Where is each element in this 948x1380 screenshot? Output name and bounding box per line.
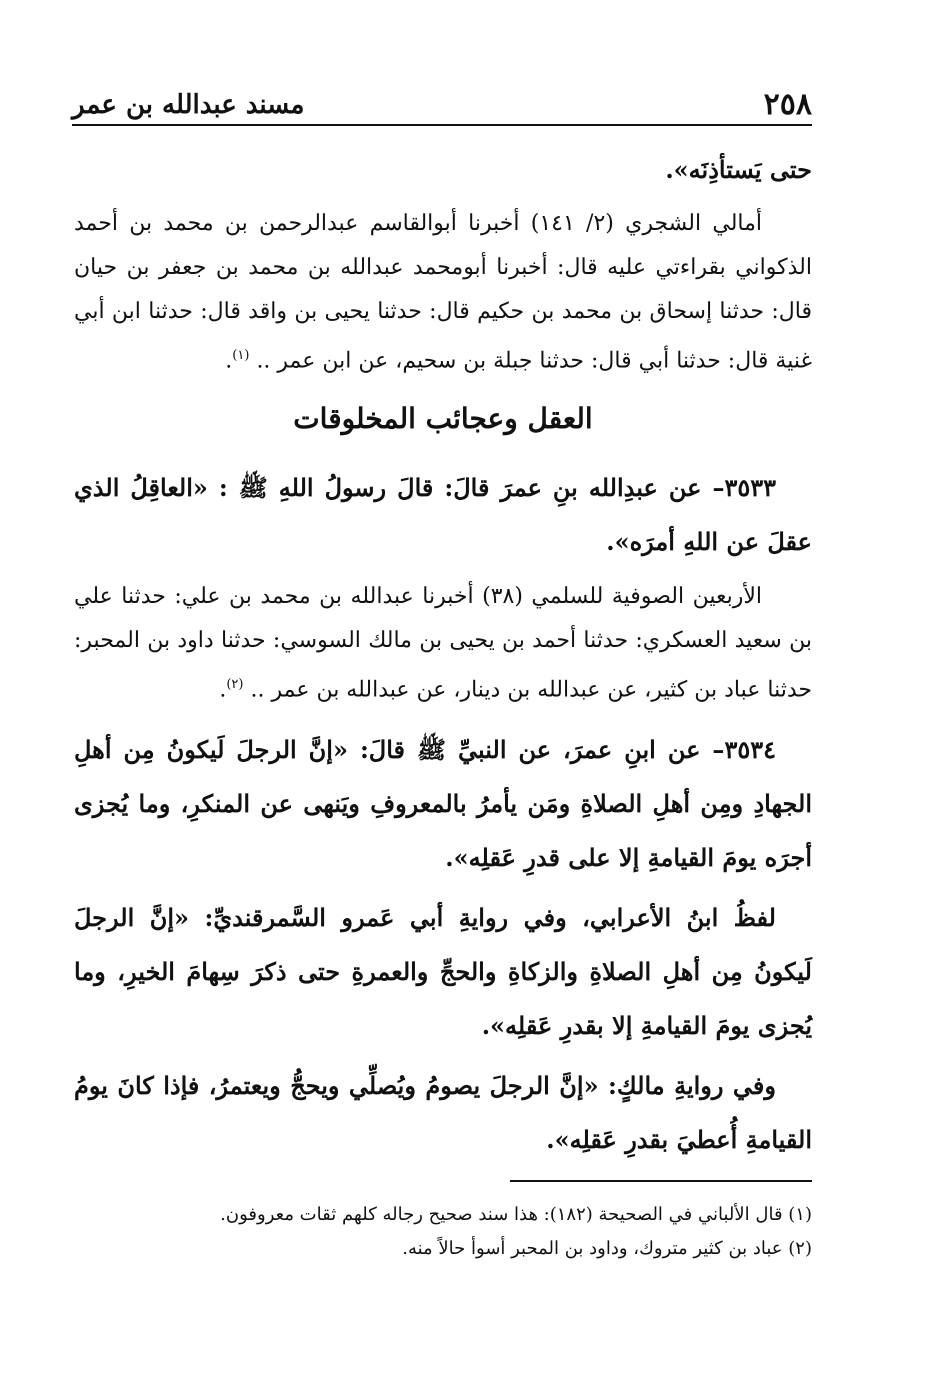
source-paragraph-2: الأربعين الصوفية للسلمي (٣٨) أخبرنا عبدالله بن محمد بن علي: حدثنا علي بن سعيد العسكري: حدثنا أحمد بن يحيى بن مالك السوسي: حدثنا داود بن المحبر: حدثنا عباد بن كثير، عن عبدالله بن دينار، عن عبدالله بن عمر .. $^{(٢)}$.	[74, 584, 813, 703]
page-header	[72, 84, 812, 126]
footnotes	[74, 1198, 812, 1266]
hadith-3534	[74, 723, 812, 885]
variant-wording-2	[74, 1059, 812, 1167]
source-paragraph-1: أمالي الشجري (٢/ ١٤١) أخبرنا أبوالقاسم عبدالرحمن بن محمد بن أحمد الذكواني بقراءتي عليه قال: أخبرنا أبومحمد عبدالله بن محمد بن جعفر بن حيان قال: حدثنا إسحاق بن محمد بن حكيم قال: حدثنا يحيى بن واقد قال: حدثنا ابن أبي غنية قال: حدثنا أبي قال: حدثنا جبلة بن سحيم، عن ابن عمر .. $^{(١)}$.	[74, 211, 812, 374]
page-number: ٢٥٨	[763, 87, 812, 122]
running-title: مسند عبدالله بن عمر	[72, 90, 305, 120]
footnote-2: (٢) عباد بن كثير متروك، وداود بن المحبر أسوأ حالاً منه.	[402, 1238, 812, 1259]
page-body	[74, 144, 812, 1173]
hadith-3533-text: ٣٥٣٣– عن عبدِالله بنِ عمرَ قالَ: قالَ رسولُ اللهِ ﷺ : «العاقِلُ الذي عقلَ عن اللهِ أمرَه».	[74, 473, 812, 557]
source-text-2: الأربعين الصوفية للسلمي (٣٨) أخبرنا عبدالله بن محمد بن علي: حدثنا علي بن سعيد العسكري: حدثنا أحمد بن يحيى بن مالك السوسي: حدثنا داود بن المحبر: حدثنا عباد بن كثير، عن عبدالله بن دينار، عن عبدالله بن عمر ..	[74, 584, 813, 703]
variant-wording-2-text: وفي روايةِ مالكٍ: «إنَّ الرجلَ يصومُ ويُصلِّي ويحجُّ ويعتمرُ، فإذا كانَ يومُ القيامةِ أُعطيَ بقدرِ عَقلِه».	[74, 1070, 812, 1154]
continuation-text: حتى يَستأذِنَه».	[665, 155, 812, 184]
footnote-divider	[510, 1180, 812, 1182]
footnote-ref-1: (١)	[232, 348, 250, 363]
footnote-ref-2: (٢)	[226, 677, 244, 693]
variant-wording-1	[74, 891, 812, 1053]
variant-wording-1-text: لفظُ ابنُ الأعرابي، وفي روايةِ أبي عَمرو السَّمرقنديِّ: «إنَّ الرجلَ لَيكونُ مِن أهلِ الصلاةِ والزكاةِ والحجِّ والعمرةِ حتى ذكرَ سِهامَ الخيرِ، وما يُجزى يومَ القيامةِ إلا بقدرِ عَقلِه».	[74, 902, 812, 1040]
footnote-1: (١) قال الألباني في الصحيحة (١٨٢): هذا سند صحيح رجاله كلهم ثقات معروفون.	[220, 1204, 812, 1225]
section-title: العقل وعجائب المخلوقات	[293, 402, 593, 436]
hadith-3534-text: ٣٥٣٤– عن ابنِ عمرَ، عن النبيِّ ﷺ قالَ: «إنَّ الرجلَ لَيكونُ مِن أهلِ الجهادِ ومِن أهلِ الصلاةِ ومَن يأمرُ بالمعروفِ ويَنهى عن المنكرِ، وما يُجزى أجرَه يومَ القيامةِ إلا على قدرِ عَقلِه».	[74, 734, 812, 872]
hadith-3533	[74, 461, 812, 569]
source-text-1: أمالي الشجري (٢/ ١٤١) أخبرنا أبوالقاسم عبدالرحمن بن محمد بن أحمد الذكواني بقراءتي عليه قال: أخبرنا أبومحمد عبدالله بن محمد بن جعفر بن حيان قال: حدثنا إسحاق بن محمد بن حكيم قال: حدثنا يحيى بن واقد قال: حدثنا ابن أبي غنية قال: حدثنا أبي قال: حدثنا جبلة بن سحيم، عن ابن عمر ..	[74, 211, 812, 374]
